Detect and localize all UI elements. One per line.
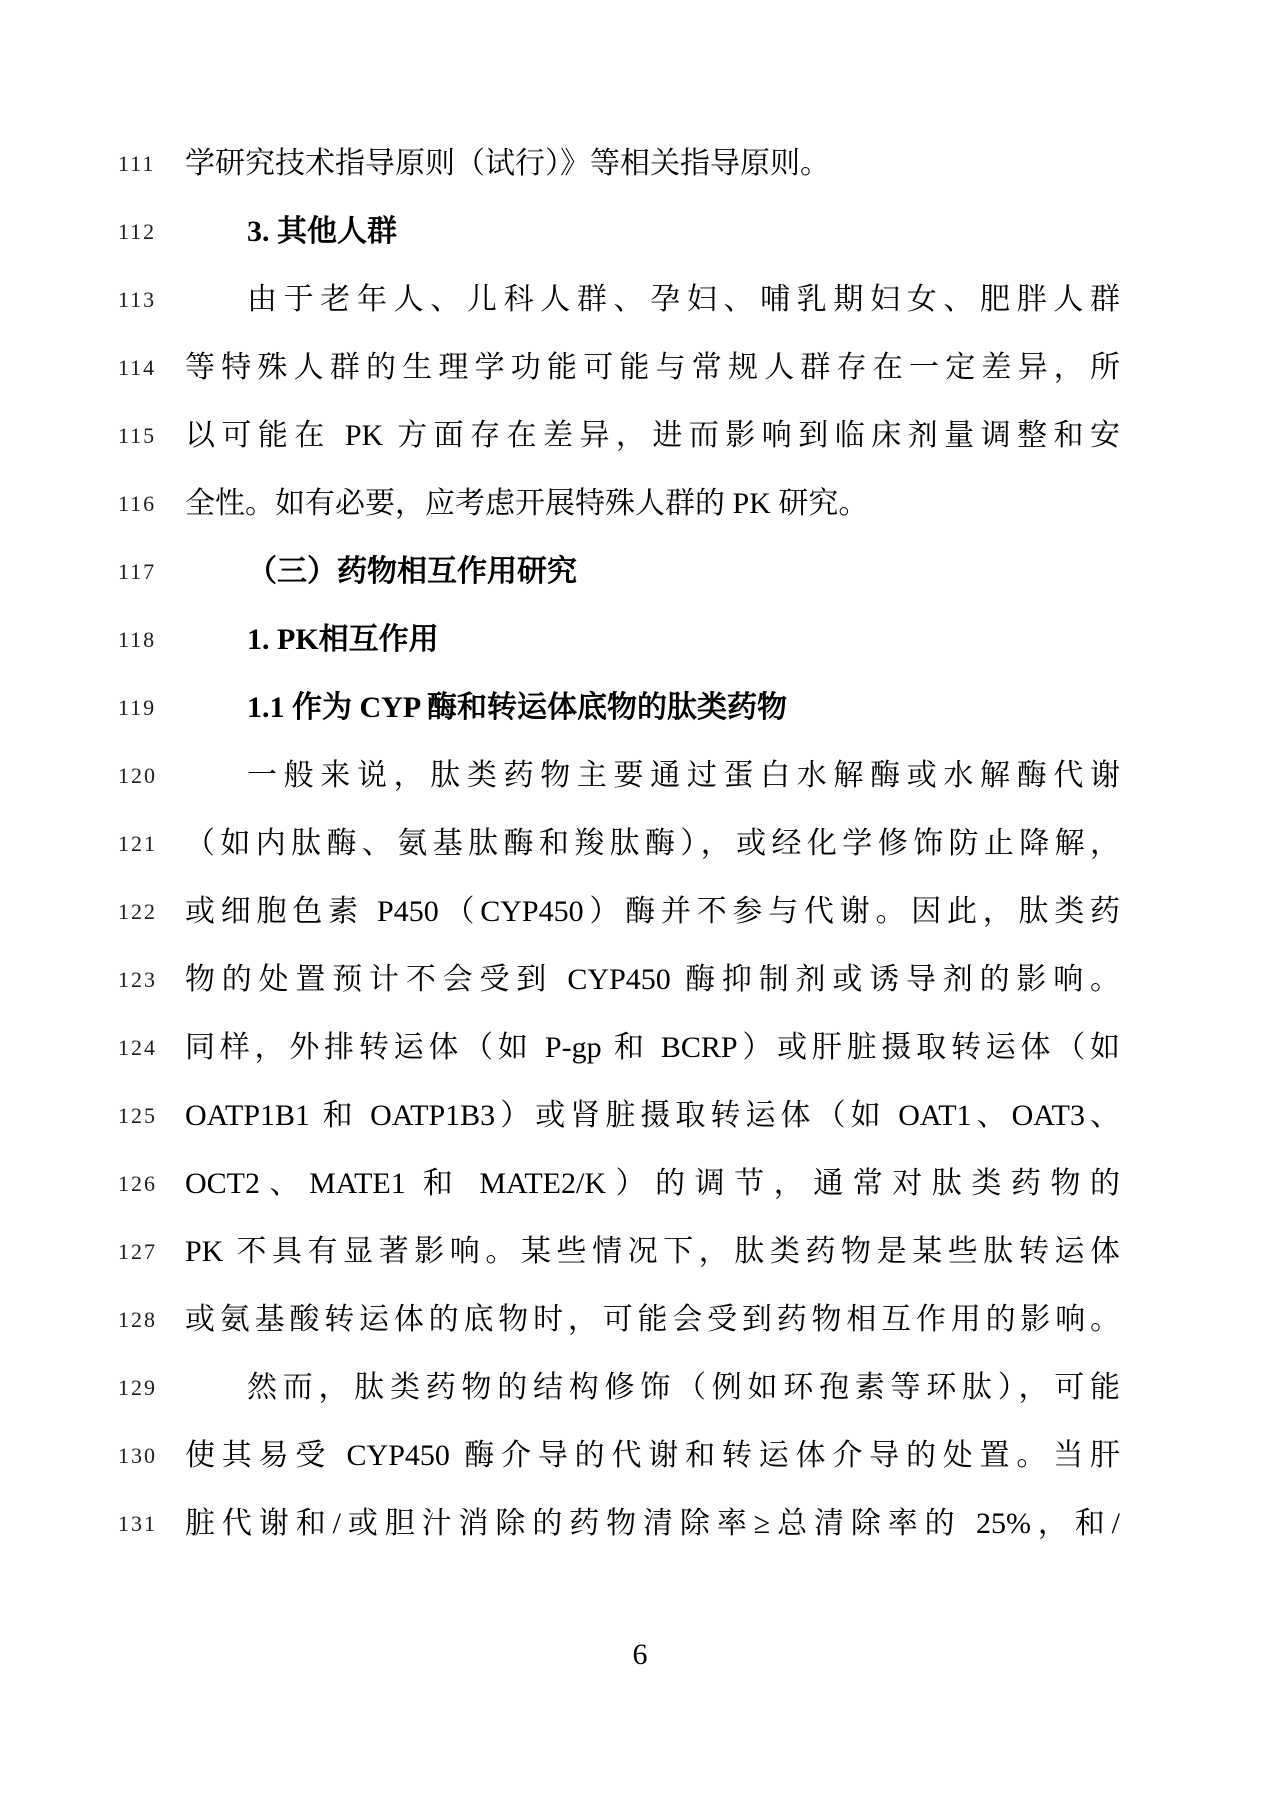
line-number: 121 [118, 831, 157, 856]
document-page [0, 130, 1280, 1558]
line-text: 一般来说，肽类药物主要通过蛋白水解酶或水解酶代谢 [247, 759, 1120, 792]
document-line [0, 266, 1280, 334]
document-line [0, 878, 1280, 946]
line-number: 130 [118, 1443, 157, 1468]
line-text: 然而，肽类药物的结构修饰（例如环孢素等环肽），可能 [247, 1371, 1120, 1404]
line-number: 125 [118, 1103, 157, 1128]
section-heading: 3. 其他人群 [247, 215, 397, 248]
document-line [0, 130, 1280, 198]
line-number: 127 [118, 1239, 157, 1264]
line-number: 112 [118, 219, 157, 244]
line-number: 126 [118, 1171, 157, 1196]
document-line [0, 1082, 1280, 1150]
document-line [0, 470, 1280, 538]
line-number: 123 [118, 967, 157, 992]
document-line [0, 946, 1280, 1014]
line-text: 学研究技术指导原则（试行）》等相关指导原则。 [185, 147, 830, 180]
document-line [0, 538, 1280, 606]
line-text: OCT2、MATE1 和 MATE2/K）的调节，通常对肽类药物的 [185, 1167, 1120, 1200]
section-heading: 1. PK相互作用 [247, 623, 439, 656]
line-text: OATP1B1 和 OATP1B3）或肾脏摄取转运体（如 OAT1、OAT3、 [185, 1099, 1120, 1132]
line-number: 131 [118, 1511, 157, 1536]
document-line [0, 1014, 1280, 1082]
line-number: 119 [118, 695, 157, 720]
line-text: PK 不具有显著影响。某些情况下，肽类药物是某些肽转运体 [185, 1235, 1120, 1268]
document-line [0, 1150, 1280, 1218]
line-text: 由于老年人、儿科人群、孕妇、哺乳期妇女、肥胖人群 [247, 283, 1120, 316]
document-line [0, 674, 1280, 742]
line-text: 全性。如有必要，应考虑开展特殊人群的 PK 研究。 [185, 487, 869, 520]
line-number: 129 [118, 1375, 157, 1400]
document-line [0, 1422, 1280, 1490]
line-text: 使其易受 CYP450 酶介导的代谢和转运体介导的处置。当肝 [185, 1439, 1120, 1472]
line-number: 117 [118, 559, 157, 584]
line-text: 等特殊人群的生理学功能可能与常规人群存在一定差异，所 [185, 351, 1120, 384]
document-line [0, 810, 1280, 878]
line-text: 脏代谢和/或胆汁消除的药物清除率≥总清除率的 25%，和/ [185, 1507, 1120, 1540]
document-line [0, 1354, 1280, 1422]
document-line [0, 334, 1280, 402]
line-number: 111 [118, 151, 156, 176]
line-number: 115 [118, 423, 157, 448]
line-number: 113 [118, 287, 157, 312]
line-number: 122 [118, 899, 157, 924]
document-line [0, 402, 1280, 470]
line-number: 120 [118, 763, 157, 788]
page-number: 6 [632, 1638, 648, 1671]
line-text: 或细胞色素 P450（CYP450）酶并不参与代谢。因此，肽类药 [185, 895, 1120, 928]
document-line [0, 198, 1280, 266]
line-number: 124 [118, 1035, 157, 1060]
line-text: （如内肽酶、氨基肽酶和羧肽酶），或经化学修饰防止降解， [185, 827, 1120, 860]
document-line [0, 742, 1280, 810]
line-text: 或氨基酸转运体的底物时，可能会受到药物相互作用的影响。 [185, 1303, 1120, 1336]
line-text: 以可能在 PK 方面存在差异，进而影响到临床剂量调整和安 [185, 419, 1120, 452]
line-number: 118 [118, 627, 157, 652]
section-heading: 1.1 作为 CYP 酶和转运体底物的肽类药物 [247, 691, 787, 724]
document-line [0, 1490, 1280, 1558]
section-heading: （三）药物相互作用研究 [247, 555, 577, 588]
document-line [0, 606, 1280, 674]
line-number: 116 [118, 491, 157, 516]
line-text: 同样，外排转运体（如 P-gp 和 BCRP）或肝脏摄取转运体（如 [185, 1031, 1120, 1064]
line-number: 114 [118, 355, 157, 380]
line-number: 128 [118, 1307, 157, 1332]
document-line [0, 1286, 1280, 1354]
document-line [0, 1218, 1280, 1286]
line-text: 物的处置预计不会受到 CYP450 酶抑制剂或诱导剂的影响。 [185, 963, 1120, 996]
